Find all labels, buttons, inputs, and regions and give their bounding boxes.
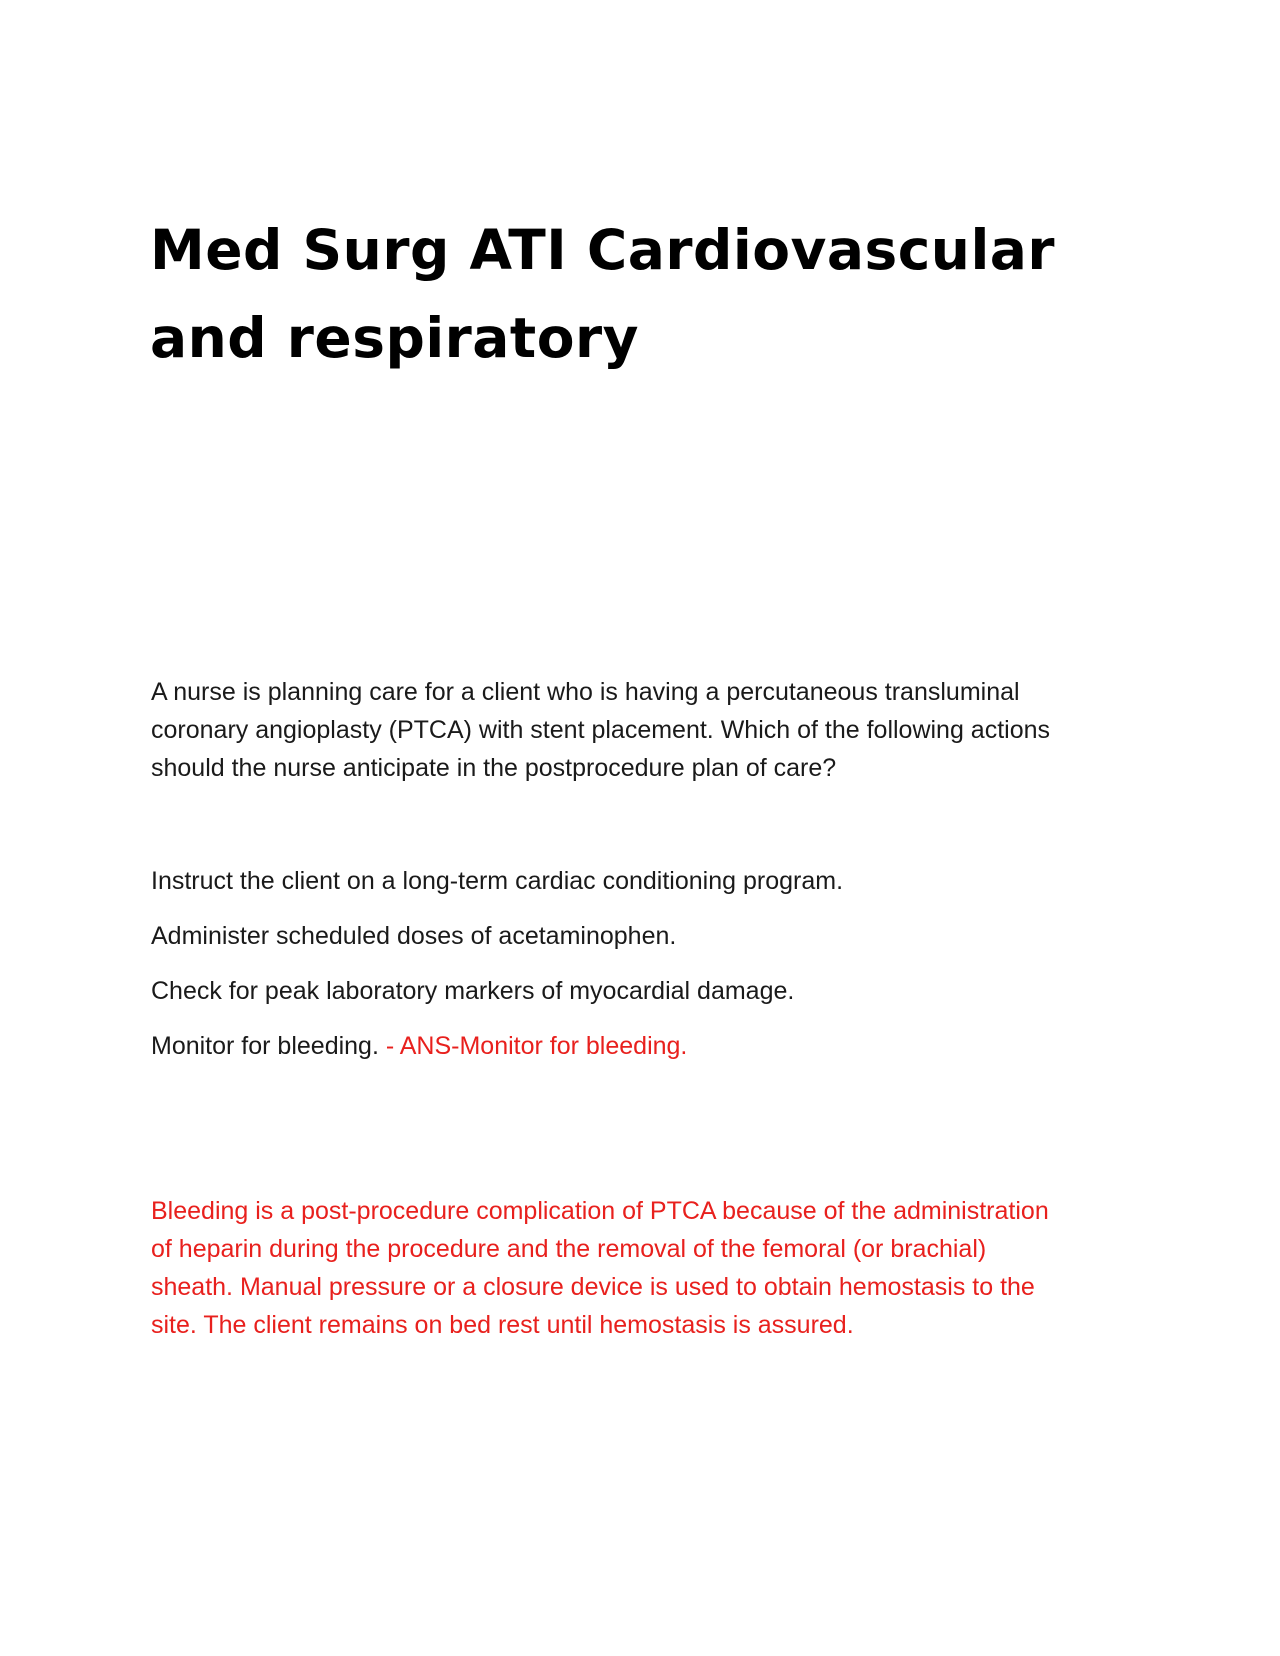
answer-key: - ANS-Monitor for bleeding. [378, 1032, 688, 1060]
title-line: Med Surg ATI Cardiovascular [150, 218, 1056, 282]
option-text: Check for peak laboratory markers of myocardial damage. [151, 977, 795, 1005]
rationale-line: site. The client remains on bed rest until hemostasis is assured. [151, 1311, 854, 1339]
option-text: Instruct the client on a long-term cardiac conditioning program. [151, 867, 844, 895]
rationale-text [151, 1192, 1151, 1344]
rationale-line: sheath. Manual pressure or a closure device is used to obtain hemostasis to the [151, 1273, 1035, 1301]
question-text [151, 673, 1151, 787]
rationale-line: Bleeding is a post-procedure complication of PTCA because of the administration [151, 1197, 1049, 1225]
title-line: and respiratory [150, 306, 639, 370]
option-text: Administer scheduled doses of acetaminophen. [151, 922, 677, 950]
document-title [150, 206, 1150, 382]
answer-option-correct [151, 1027, 1151, 1065]
answer-option [151, 917, 1151, 955]
question-line: should the nurse anticipate in the postprocedure plan of care? [151, 754, 837, 782]
answer-option [151, 862, 1151, 900]
question-line: coronary angioplasty (PTCA) with stent placement. Which of the following actions [151, 716, 1051, 744]
question-line: A nurse is planning care for a client who is having a percutaneous transluminal [151, 678, 1020, 706]
answer-option [151, 972, 1151, 1010]
rationale-line: of heparin during the procedure and the removal of the femoral (or brachial) [151, 1235, 987, 1263]
answer-options [151, 862, 1151, 1082]
option-text: Monitor for bleeding. [151, 1032, 379, 1060]
